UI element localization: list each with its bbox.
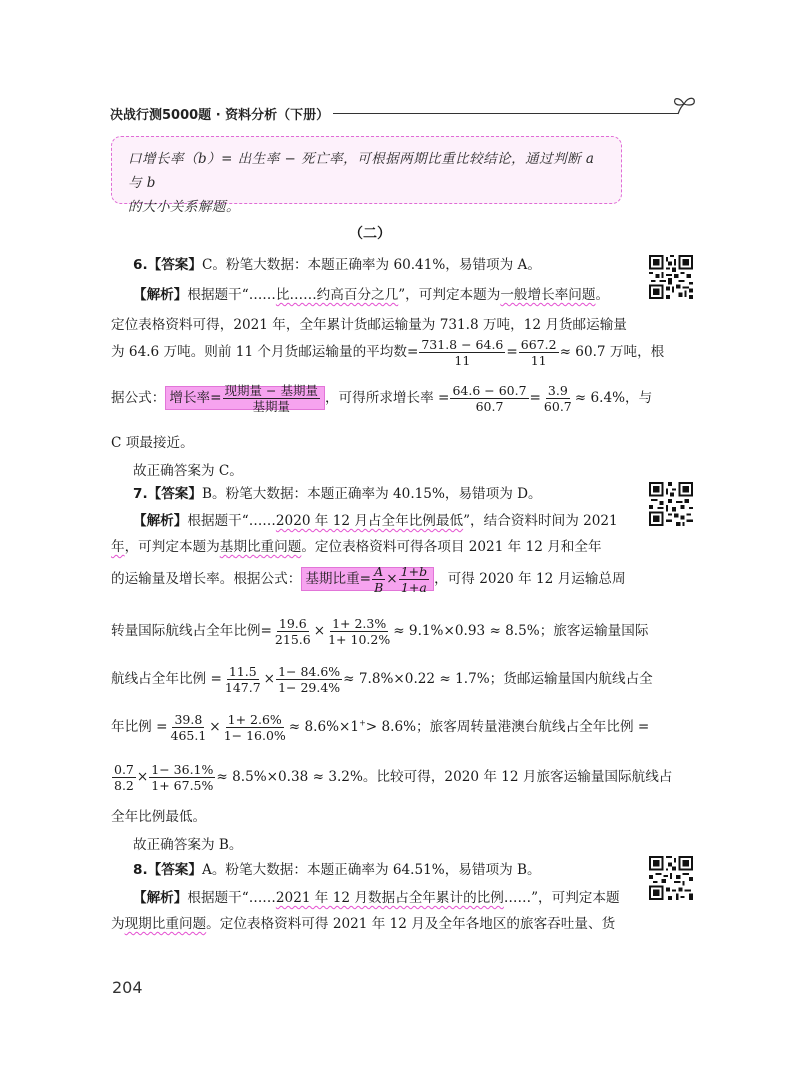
- header-rule: [333, 113, 678, 114]
- fraction: $\frac{19.6}{215.6}$: [274, 616, 311, 647]
- q6-analysis-line-1: 【解析】根据题干“……比……约高百分之几”，可判定本题为一般增长率问题。: [133, 287, 610, 303]
- q6-analysis-line-3: 为 64.6 万吨。则前 11 个月货邮运输量的平均数= $\frac{731.8 - 64.6}{11}$ = $\frac{667.2}{11}$ ≈ 60.7 万吨，根: [111, 337, 665, 368]
- q7-analysis-line-8: 全年比例最低。: [111, 809, 207, 825]
- qr-code-icon[interactable]: [649, 482, 693, 526]
- q7-analysis-line-1: 【解析】根据题干“……2020 年 12 月占全年比例最低”，结合资料时间为 2021: [133, 513, 618, 529]
- q6-conclusion: 故正确答案为 C。: [133, 463, 243, 479]
- q7-analysis-line-4: 转量国际航线占全年比例= $\frac{19.6}{215.6}$ × $\frac{1+ 2.3\%}{1+ 10.2\%}$ ≈ 9.1%×0.93 ≈ 8.5%；旅客运输量国际: [111, 616, 649, 647]
- q6-answer: 6.【答案】C。粉笔大数据：本题正确率为 60.41%，易错项为 A。: [133, 257, 541, 273]
- q7-analysis-line-6: 年比例 = $\frac{39.8}{465.1}$ × $\frac{1+ 2.6\%}{1- 16.0\%}$ ≈ 8.6%×1+> 8.6%；旅客周转量港澳台航线占全年比例 =: [111, 712, 650, 743]
- fraction: $\frac{3.9}{60.7}$: [543, 383, 572, 414]
- note-line-1: 口增长率（b）= 出生率 − 死亡率，可根据两期比重比较结论，通过判断 a 与 b: [128, 151, 595, 191]
- fraction: $\frac{1- 36.1\%}{1+ 67.5\%}$: [151, 762, 214, 793]
- fraction: $\frac{1+ 2.3\%}{1+ 10.2\%}$: [328, 616, 391, 647]
- q8-analysis-line-1: 【解析】根据题干“……2021 年 12 月数据占全年累计的比例……”，可判定本题: [133, 890, 620, 906]
- q6-analysis-line-2: 定位表格资料可得，2021 年，全年累计货邮运输量为 731.8 万吨，12 月货邮运输量: [111, 317, 627, 333]
- fraction: $\frac{64.6 - 60.7}{60.7}$: [452, 383, 527, 414]
- q6-analysis-line-5: C 项最接近。: [111, 435, 194, 451]
- section-title: （二）: [349, 226, 391, 242]
- fraction: $\frac{731.8 - 64.6}{11}$: [421, 337, 504, 368]
- qr-code-icon[interactable]: [649, 255, 693, 299]
- note-line-2: 的大小关系解题。: [128, 199, 240, 215]
- q7-analysis-line-3: 的运输量及增长率。根据公式： 基期比重= $\frac{A}{B}$ × $\frac{1+b}{1+a}$ ，可得 2020 年 12 月运输总周: [111, 564, 626, 595]
- q6-analysis-line-4: 据公式： 增长率= $\frac{\text{现期量 − 基期量}}{\text{基期量}}$ ，可得所求增长率 = $\frac{64.6 - 60.7}{60.7}$ = $\frac{3.9}{60.7}$ ≈ 6.4%，与: [111, 383, 653, 414]
- q7-conclusion: 故正确答案为 B。: [133, 837, 243, 853]
- fraction: $\frac{1+ 2.6\%}{1- 16.0\%}$: [223, 712, 286, 743]
- fraction: $\frac{39.8}{465.1}$: [170, 712, 207, 743]
- q7-analysis-line-7: $\frac{0.7}{8.2}$ × $\frac{1- 36.1\%}{1+ 67.5\%}$ ≈ 8.5%×0.38 ≈ 3.2%。比较可得，2020 年 12 月旅客运输量国际航线占: [114, 762, 673, 793]
- q8-answer: 8.【答案】A。粉笔大数据：本题正确率为 64.51%，易错项为 B。: [133, 862, 541, 878]
- formula-highlight: 基期比重= $\frac{A}{B}$ × $\frac{1+b}{1+a}$: [301, 567, 434, 591]
- sprout-icon: [672, 94, 698, 116]
- q7-answer: 7.【答案】B。粉笔大数据：本题正确率为 40.15%，易错项为 D。: [133, 486, 542, 502]
- running-header: 决战行测5000题 · 资料分析（下册）: [110, 108, 330, 123]
- fraction: $\frac{1- 84.6\%}{1- 29.4\%}$: [278, 664, 341, 695]
- page-number: 204: [112, 978, 143, 997]
- fraction: $\frac{667.2}{11}$: [520, 337, 557, 368]
- formula-highlight: 增长率= $\frac{\text{现期量 − 基期量}}{\text{基期量}}$: [165, 386, 325, 410]
- q7-analysis-line-2: 年，可判定本题为基期比重问题。定位表格资料可得各项目 2021 年 12 月和全年: [111, 539, 602, 555]
- qr-code-icon[interactable]: [649, 856, 693, 900]
- fraction: $\frac{11.5}{147.7}$: [224, 664, 261, 695]
- q7-analysis-line-5: 航线占全年比例 = $\frac{11.5}{147.7}$ × $\frac{1- 84.6\%}{1- 29.4\%}$ ≈ 7.8%×0.22 ≈ 1.7%；货邮运输量国内航线占全: [111, 664, 653, 695]
- note-box: [111, 136, 622, 215]
- fraction: $\frac{0.7}{8.2}$: [114, 762, 134, 793]
- q8-analysis-line-2: 为现期比重问题。定位表格资料可得 2021 年 12 月及全年各地区的旅客吞吐量、货: [111, 916, 616, 932]
